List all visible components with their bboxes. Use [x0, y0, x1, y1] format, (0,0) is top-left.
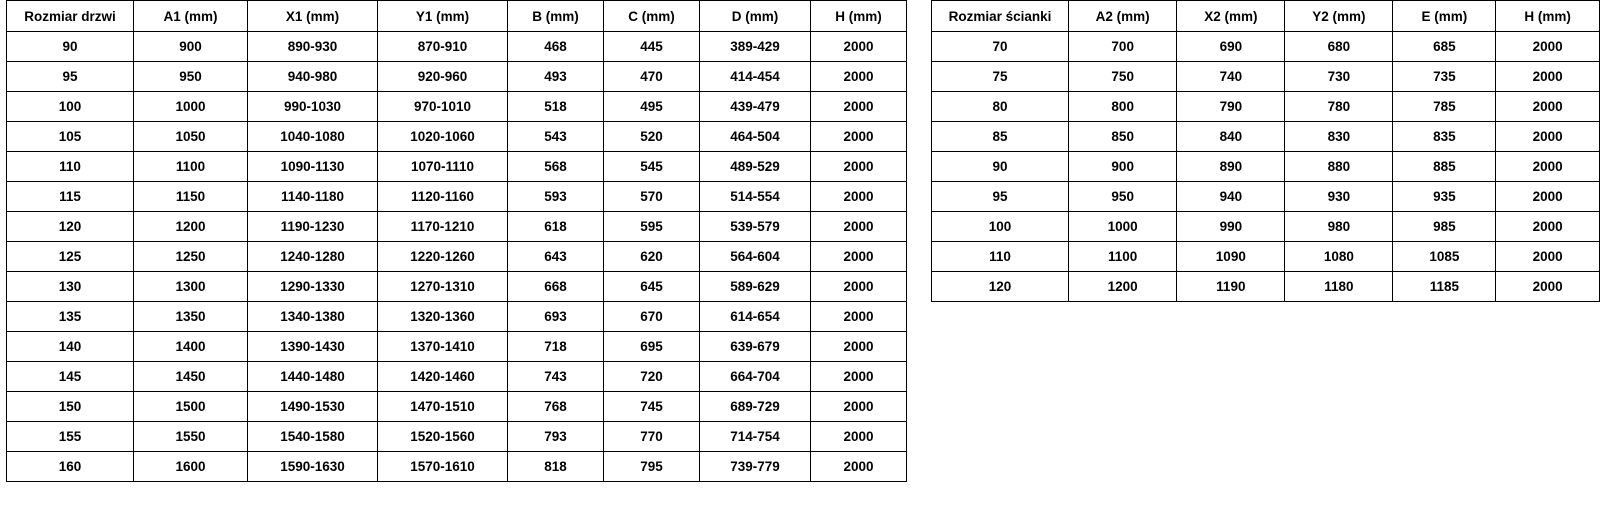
walls-dimensions-table-container — [931, 0, 1600, 302]
table-row — [7, 182, 907, 212]
doors-table-cell: 1340-1380 — [248, 302, 378, 332]
doors-table-cell: 543 — [508, 122, 604, 152]
doors-table-cell: 1550 — [134, 422, 248, 452]
doors-table-body — [7, 32, 907, 482]
table-row — [932, 242, 1600, 272]
doors-table-cell: 115 — [7, 182, 134, 212]
walls-table-cell: 850 — [1069, 122, 1177, 152]
doors-table-cell: 745 — [604, 392, 700, 422]
doors-table-cell: 1150 — [134, 182, 248, 212]
doors-table-cell: 990-1030 — [248, 92, 378, 122]
doors-table-cell: 155 — [7, 422, 134, 452]
doors-table-column-header: Y1 (mm) — [378, 1, 508, 32]
table-row — [7, 452, 907, 482]
doors-table-cell: 1050 — [134, 122, 248, 152]
walls-table-cell: 750 — [1069, 62, 1177, 92]
doors-table-cell: 1170-1210 — [378, 212, 508, 242]
doors-table-cell: 950 — [134, 62, 248, 92]
doors-table-cell: 670 — [604, 302, 700, 332]
walls-table-cell: 2000 — [1496, 242, 1600, 272]
doors-table-cell: 105 — [7, 122, 134, 152]
walls-table-cell: 685 — [1393, 32, 1496, 62]
doors-table-cell: 970-1010 — [378, 92, 508, 122]
walls-table-column-header: E (mm) — [1393, 1, 1496, 32]
doors-table-cell: 2000 — [811, 302, 907, 332]
doors-table-cell: 643 — [508, 242, 604, 272]
walls-table-cell: 110 — [932, 242, 1069, 272]
doors-table-cell: 1590-1630 — [248, 452, 378, 482]
doors-table-cell: 693 — [508, 302, 604, 332]
walls-table-cell: 740 — [1177, 62, 1285, 92]
doors-table-cell: 518 — [508, 92, 604, 122]
walls-table-cell: 690 — [1177, 32, 1285, 62]
walls-table-cell: 95 — [932, 182, 1069, 212]
doors-table-cell: 2000 — [811, 452, 907, 482]
doors-table-cell: 2000 — [811, 32, 907, 62]
walls-table-cell: 990 — [1177, 212, 1285, 242]
doors-dimensions-table-container — [6, 0, 907, 482]
walls-table-cell: 1180 — [1285, 272, 1393, 302]
doors-table-cell: 595 — [604, 212, 700, 242]
doors-table-cell: 135 — [7, 302, 134, 332]
doors-table-cell: 2000 — [811, 422, 907, 452]
table-row — [7, 122, 907, 152]
doors-table-cell: 870-910 — [378, 32, 508, 62]
walls-table-cell: 1090 — [1177, 242, 1285, 272]
doors-table-cell: 520 — [604, 122, 700, 152]
doors-table-cell: 739-779 — [700, 452, 811, 482]
doors-table-cell: 470 — [604, 62, 700, 92]
walls-table-cell: 835 — [1393, 122, 1496, 152]
walls-table-cell: 2000 — [1496, 212, 1600, 242]
walls-table-column-header: Rozmiar ścianki — [932, 1, 1069, 32]
walls-table-cell: 785 — [1393, 92, 1496, 122]
doors-table-cell: 514-554 — [700, 182, 811, 212]
walls-table-column-header: H (mm) — [1496, 1, 1600, 32]
doors-table-cell: 1040-1080 — [248, 122, 378, 152]
doors-table-cell: 1500 — [134, 392, 248, 422]
doors-table-cell: 2000 — [811, 332, 907, 362]
doors-table-cell: 1450 — [134, 362, 248, 392]
doors-table-cell: 100 — [7, 92, 134, 122]
doors-table-column-header: A1 (mm) — [134, 1, 248, 32]
table-row — [7, 302, 907, 332]
doors-table-cell: 770 — [604, 422, 700, 452]
walls-table-cell: 980 — [1285, 212, 1393, 242]
doors-table-cell: 2000 — [811, 122, 907, 152]
doors-table-cell: 1470-1510 — [378, 392, 508, 422]
doors-table-cell: 593 — [508, 182, 604, 212]
table-row — [7, 62, 907, 92]
table-row — [932, 32, 1600, 62]
doors-table-column-header: X1 (mm) — [248, 1, 378, 32]
doors-table-cell: 130 — [7, 272, 134, 302]
doors-table-cell: 1520-1560 — [378, 422, 508, 452]
doors-table-cell: 1240-1280 — [248, 242, 378, 272]
doors-table-cell: 545 — [604, 152, 700, 182]
doors-table-cell: 900 — [134, 32, 248, 62]
table-row — [7, 332, 907, 362]
walls-table-cell: 2000 — [1496, 152, 1600, 182]
doors-table-cell: 389-429 — [700, 32, 811, 62]
doors-table-cell: 639-679 — [700, 332, 811, 362]
walls-table-cell: 950 — [1069, 182, 1177, 212]
doors-table-cell: 1120-1160 — [378, 182, 508, 212]
doors-table-cell: 150 — [7, 392, 134, 422]
doors-table-cell: 125 — [7, 242, 134, 272]
doors-table-cell: 920-960 — [378, 62, 508, 92]
table-row — [932, 212, 1600, 242]
doors-table-column-header: D (mm) — [700, 1, 811, 32]
walls-table-cell: 885 — [1393, 152, 1496, 182]
doors-table-cell: 414-454 — [700, 62, 811, 92]
walls-table-cell: 890 — [1177, 152, 1285, 182]
walls-table-cell: 1185 — [1393, 272, 1496, 302]
doors-table-cell: 445 — [604, 32, 700, 62]
doors-table-cell: 1220-1260 — [378, 242, 508, 272]
doors-table-cell: 1190-1230 — [248, 212, 378, 242]
doors-table-cell: 1200 — [134, 212, 248, 242]
doors-table-cell: 589-629 — [700, 272, 811, 302]
doors-table-cell: 564-604 — [700, 242, 811, 272]
doors-table-cell: 668 — [508, 272, 604, 302]
doors-table-cell: 618 — [508, 212, 604, 242]
doors-table-cell: 620 — [604, 242, 700, 272]
doors-table-cell: 664-704 — [700, 362, 811, 392]
doors-table-cell: 1000 — [134, 92, 248, 122]
walls-table-cell: 2000 — [1496, 272, 1600, 302]
table-row — [7, 242, 907, 272]
table-header-row — [7, 1, 907, 32]
doors-table-cell: 539-579 — [700, 212, 811, 242]
doors-table-cell: 695 — [604, 332, 700, 362]
doors-table-cell: 570 — [604, 182, 700, 212]
walls-table-cell: 840 — [1177, 122, 1285, 152]
walls-table-cell: 85 — [932, 122, 1069, 152]
doors-table-cell: 120 — [7, 212, 134, 242]
doors-table-cell: 714-754 — [700, 422, 811, 452]
walls-table-cell: 930 — [1285, 182, 1393, 212]
table-row — [7, 392, 907, 422]
doors-table-cell: 95 — [7, 62, 134, 92]
walls-table-cell: 700 — [1069, 32, 1177, 62]
doors-table-cell: 1420-1460 — [378, 362, 508, 392]
doors-table-cell: 1090-1130 — [248, 152, 378, 182]
table-row — [932, 272, 1600, 302]
doors-table-cell: 1490-1530 — [248, 392, 378, 422]
doors-table-cell: 1400 — [134, 332, 248, 362]
walls-table-cell: 830 — [1285, 122, 1393, 152]
walls-table-cell: 800 — [1069, 92, 1177, 122]
doors-table-cell: 493 — [508, 62, 604, 92]
walls-table-cell: 1100 — [1069, 242, 1177, 272]
doors-table-cell: 818 — [508, 452, 604, 482]
doors-table-cell: 439-479 — [700, 92, 811, 122]
walls-table-cell: 75 — [932, 62, 1069, 92]
table-row — [7, 422, 907, 452]
doors-table-cell: 1300 — [134, 272, 248, 302]
walls-table-body — [932, 32, 1600, 302]
doors-table-cell: 743 — [508, 362, 604, 392]
doors-table-cell: 720 — [604, 362, 700, 392]
walls-table-cell: 790 — [1177, 92, 1285, 122]
table-row — [932, 92, 1600, 122]
walls-table-cell: 90 — [932, 152, 1069, 182]
doors-table-cell: 645 — [604, 272, 700, 302]
doors-table-cell: 1140-1180 — [248, 182, 378, 212]
doors-table-header — [7, 1, 907, 32]
walls-table-cell: 2000 — [1496, 62, 1600, 92]
walls-table-cell: 2000 — [1496, 92, 1600, 122]
doors-dimensions-table — [6, 0, 907, 482]
doors-table-column-header: B (mm) — [508, 1, 604, 32]
walls-table-cell: 680 — [1285, 32, 1393, 62]
table-row — [932, 182, 1600, 212]
table-row — [7, 152, 907, 182]
doors-table-cell: 768 — [508, 392, 604, 422]
doors-table-cell: 1290-1330 — [248, 272, 378, 302]
doors-table-cell: 145 — [7, 362, 134, 392]
doors-table-cell: 495 — [604, 92, 700, 122]
walls-table-cell: 735 — [1393, 62, 1496, 92]
table-row — [7, 362, 907, 392]
doors-table-cell: 1440-1480 — [248, 362, 378, 392]
walls-table-cell: 70 — [932, 32, 1069, 62]
doors-table-cell: 468 — [508, 32, 604, 62]
doors-table-cell: 1270-1310 — [378, 272, 508, 302]
doors-table-cell: 2000 — [811, 152, 907, 182]
table-row — [7, 212, 907, 242]
doors-table-cell: 489-529 — [700, 152, 811, 182]
doors-table-cell: 2000 — [811, 392, 907, 422]
table-header-row — [932, 1, 1600, 32]
doors-table-cell: 793 — [508, 422, 604, 452]
doors-table-cell: 2000 — [811, 242, 907, 272]
walls-table-cell: 900 — [1069, 152, 1177, 182]
doors-table-cell: 110 — [7, 152, 134, 182]
doors-table-cell: 2000 — [811, 272, 907, 302]
doors-table-cell: 689-729 — [700, 392, 811, 422]
walls-table-cell: 80 — [932, 92, 1069, 122]
walls-table-cell: 730 — [1285, 62, 1393, 92]
doors-table-cell: 1250 — [134, 242, 248, 272]
doors-table-cell: 1350 — [134, 302, 248, 332]
walls-table-cell: 2000 — [1496, 32, 1600, 62]
table-row — [7, 92, 907, 122]
doors-table-cell: 940-980 — [248, 62, 378, 92]
doors-table-cell: 2000 — [811, 182, 907, 212]
walls-table-cell: 2000 — [1496, 182, 1600, 212]
walls-table-cell: 100 — [932, 212, 1069, 242]
doors-table-cell: 2000 — [811, 212, 907, 242]
doors-table-cell: 1020-1060 — [378, 122, 508, 152]
doors-table-column-header: H (mm) — [811, 1, 907, 32]
doors-table-column-header: Rozmiar drzwi — [7, 1, 134, 32]
walls-table-header — [932, 1, 1600, 32]
walls-table-cell: 985 — [1393, 212, 1496, 242]
doors-table-cell: 1540-1580 — [248, 422, 378, 452]
walls-table-cell: 1200 — [1069, 272, 1177, 302]
doors-table-column-header: C (mm) — [604, 1, 700, 32]
walls-table-cell: 1080 — [1285, 242, 1393, 272]
doors-table-cell: 160 — [7, 452, 134, 482]
walls-table-column-header: A2 (mm) — [1069, 1, 1177, 32]
walls-dimensions-table — [931, 0, 1600, 302]
walls-table-cell: 1085 — [1393, 242, 1496, 272]
walls-table-cell: 1190 — [1177, 272, 1285, 302]
doors-table-cell: 90 — [7, 32, 134, 62]
walls-table-cell: 935 — [1393, 182, 1496, 212]
doors-table-cell: 568 — [508, 152, 604, 182]
doors-table-cell: 1600 — [134, 452, 248, 482]
walls-table-cell: 880 — [1285, 152, 1393, 182]
doors-table-cell: 1570-1610 — [378, 452, 508, 482]
doors-table-cell: 1320-1360 — [378, 302, 508, 332]
walls-table-cell: 940 — [1177, 182, 1285, 212]
table-row — [7, 32, 907, 62]
table-row — [932, 62, 1600, 92]
doors-table-cell: 464-504 — [700, 122, 811, 152]
walls-table-column-header: Y2 (mm) — [1285, 1, 1393, 32]
walls-table-cell: 120 — [932, 272, 1069, 302]
walls-table-cell: 2000 — [1496, 122, 1600, 152]
doors-table-cell: 1370-1410 — [378, 332, 508, 362]
doors-table-cell: 1100 — [134, 152, 248, 182]
table-row — [932, 122, 1600, 152]
doors-table-cell: 2000 — [811, 62, 907, 92]
doors-table-cell: 614-654 — [700, 302, 811, 332]
doors-table-cell: 140 — [7, 332, 134, 362]
walls-table-cell: 780 — [1285, 92, 1393, 122]
doors-table-cell: 890-930 — [248, 32, 378, 62]
doors-table-cell: 2000 — [811, 362, 907, 392]
doors-table-cell: 718 — [508, 332, 604, 362]
walls-table-column-header: X2 (mm) — [1177, 1, 1285, 32]
table-row — [7, 272, 907, 302]
doors-table-cell: 795 — [604, 452, 700, 482]
table-row — [932, 152, 1600, 182]
doors-table-cell: 1070-1110 — [378, 152, 508, 182]
doors-table-cell: 2000 — [811, 92, 907, 122]
doors-table-cell: 1390-1430 — [248, 332, 378, 362]
walls-table-cell: 1000 — [1069, 212, 1177, 242]
